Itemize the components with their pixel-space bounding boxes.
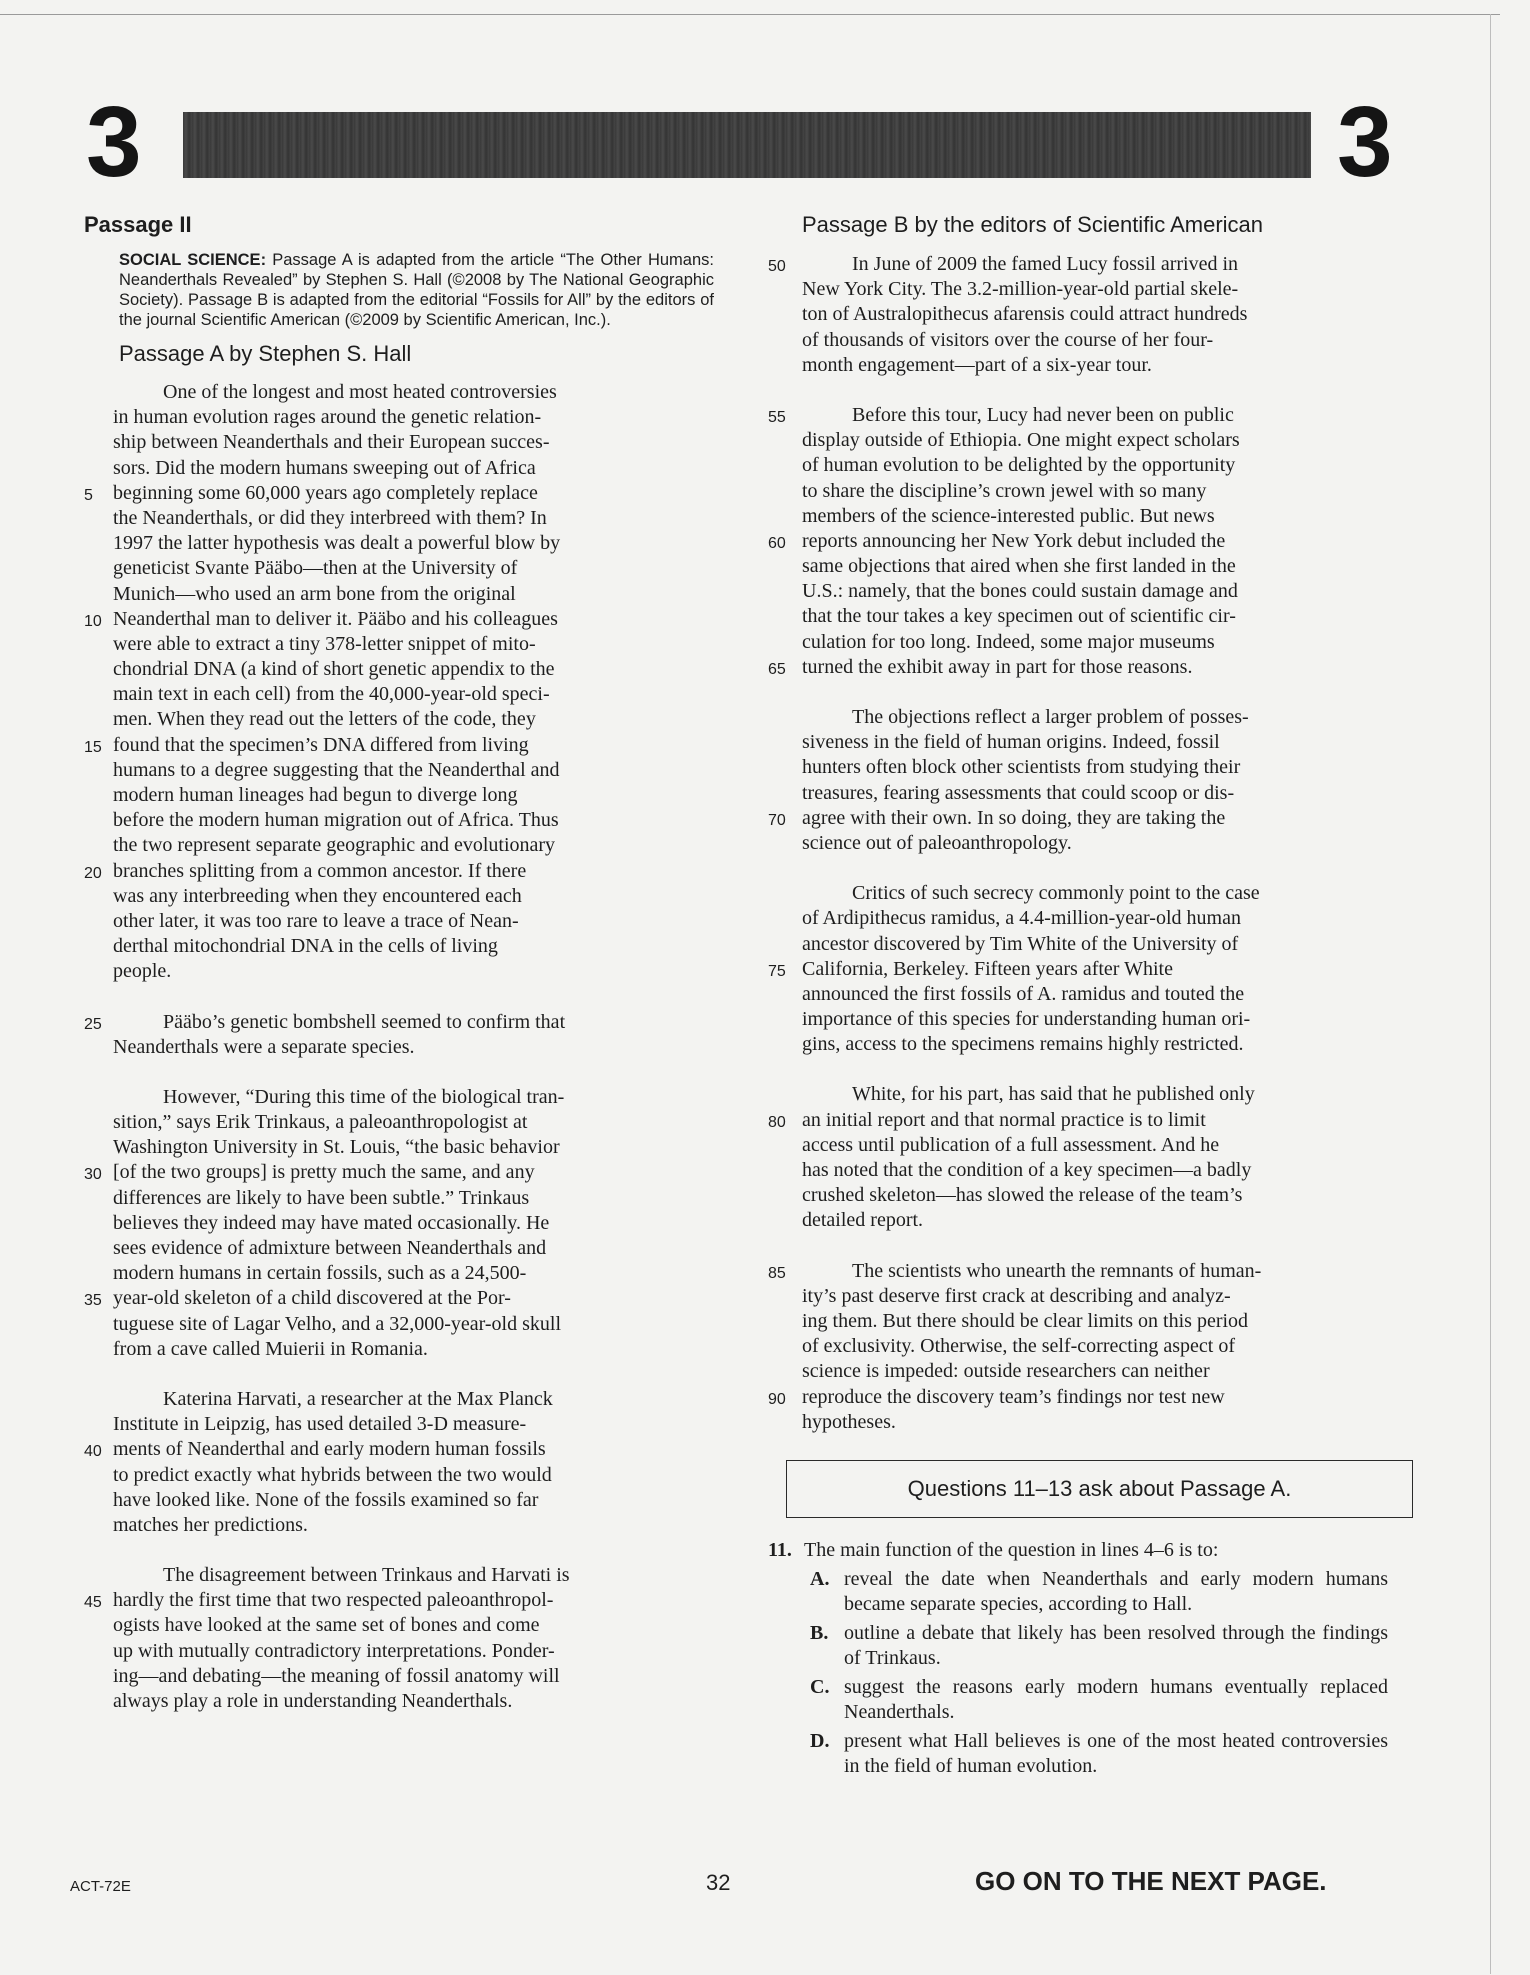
section-number-left: 3 [86, 86, 142, 198]
line-text: up with mutually contradictory interpretations. Ponder- [113, 1639, 555, 1662]
text-line [84, 1286, 714, 1311]
question-stem: The main function of the question in lines 4–6 is to: [804, 1538, 1219, 1561]
passage-intro [119, 250, 714, 330]
text-line [802, 277, 1388, 302]
line-text: members of the science-interested public. But news [802, 504, 1215, 527]
line-text: However, “During this time of the biological tran- [163, 1085, 565, 1108]
text-line [113, 1639, 714, 1664]
line-text: main text in each cell) from the 40,000-year-old speci- [113, 683, 550, 706]
choice-text: present what Hall believes is one of the most heated controversies in the field of human evolution. [844, 1729, 1388, 1777]
paragraph [768, 1259, 1388, 1435]
text-line [113, 959, 714, 984]
text-line [802, 730, 1388, 755]
line-text: reproduce the discovery team’s findings nor test new [802, 1385, 1225, 1408]
line-number: 70 [768, 811, 786, 829]
text-line [768, 1259, 1388, 1284]
text-line [802, 428, 1388, 453]
line-text: detailed report. [802, 1209, 924, 1232]
line-text: Neanderthals were a separate species. [113, 1035, 415, 1058]
text-line [768, 957, 1388, 982]
text-line [802, 328, 1388, 353]
text-line [113, 1261, 714, 1286]
answer-choice [810, 1675, 1388, 1725]
answer-choice [810, 1729, 1388, 1779]
text-line [802, 831, 1388, 856]
line-text: have looked like. None of the fossils examined so far [113, 1488, 539, 1511]
text-line [802, 479, 1388, 504]
line-text: same objections that aired when she first landed in the [802, 555, 1236, 578]
paragraph [768, 252, 1388, 378]
text-line [802, 982, 1388, 1007]
answer-choice [810, 1621, 1388, 1671]
text-line [802, 1284, 1388, 1309]
line-text: of human evolution to be delighted by the opportunity [802, 454, 1236, 477]
text-line [113, 1613, 714, 1638]
line-text: Before this tour, Lucy had never been on public [852, 403, 1234, 426]
line-text: New York City. The 3.2-million-year-old partial skele- [802, 278, 1239, 301]
line-text: importance of this species for understanding human ori- [802, 1008, 1251, 1031]
line-text: sition,” says Erik Trinkaus, a paleoanthropologist at [113, 1111, 528, 1134]
text-line [802, 1208, 1388, 1233]
line-text: matches her predictions. [113, 1513, 308, 1536]
choice-text: suggest the reasons early modern humans eventually replaced Neanderthals. [844, 1675, 1388, 1723]
right-rule [1490, 14, 1491, 1974]
text-line [113, 1689, 714, 1714]
line-text: was any interbreeding when they encountered each [113, 884, 522, 907]
line-text: sees evidence of admixture between Neanderthals and [113, 1237, 547, 1259]
intro-label: SOCIAL SCIENCE: [119, 251, 267, 269]
text-line [113, 430, 714, 455]
text-line [84, 1437, 714, 1462]
line-text: other later, it was too rare to leave a trace of Nean- [113, 909, 519, 932]
choice-text: outline a debate that likely has been resolved through the findings of Trinkaus. [844, 1621, 1388, 1669]
text-line [802, 1410, 1388, 1435]
line-text: announced the first fossils of A. ramidus and touted the [802, 982, 1245, 1005]
text-line [802, 504, 1388, 529]
line-text: of exclusivity. Otherwise, the self-correcting aspect of [802, 1335, 1235, 1358]
section-number-right: 3 [1337, 86, 1393, 198]
line-text: hardly the first time that two respected paleoanthropol- [113, 1589, 554, 1612]
line-text: The objections reflect a larger problem of posses- [852, 706, 1249, 728]
text-line [84, 859, 714, 884]
line-text: ity’s past deserve first crack at describing and analyz- [802, 1284, 1231, 1307]
questions-box: Questions 11–13 ask about Passage A. [786, 1460, 1413, 1518]
text-line [113, 456, 714, 481]
top-rule [0, 14, 1500, 15]
passage-label: Passage II [84, 212, 192, 237]
text-line [84, 1010, 714, 1035]
text-line [113, 1664, 714, 1689]
answer-choice [810, 1567, 1388, 1617]
text-line [768, 529, 1388, 554]
line-text: ogists have looked at the same set of bones and come [113, 1614, 540, 1637]
text-line [768, 1385, 1388, 1410]
line-text: The disagreement between Trinkaus and Harvati is [163, 1564, 570, 1587]
line-text: turned the exhibit away in part for those reasons. [802, 655, 1193, 678]
line-text: treasures, fearing assessments that could scoop or dis- [802, 781, 1235, 804]
line-text: differences are likely to have been subtle.” Trinkaus [113, 1186, 530, 1209]
answer-choices [768, 1567, 1388, 1779]
line-text: beginning some 60,000 years ago completely replace [113, 481, 538, 504]
line-text: ancestor discovered by Tim White of the University of [802, 932, 1239, 955]
choice-letter: C. [810, 1675, 830, 1698]
text-line [113, 1563, 714, 1588]
text-line [802, 1334, 1388, 1359]
text-line [802, 1133, 1388, 1158]
line-number: 20 [84, 864, 102, 882]
text-line [802, 1309, 1388, 1334]
line-number: 55 [768, 408, 786, 426]
choice-text: reveal the date when Neanderthals and early modern humans became separate species, according to Hall. [844, 1567, 1388, 1615]
line-text: science is impeded: outside researchers can neither [802, 1360, 1210, 1383]
line-text: culation for too long. Indeed, some major museums [802, 630, 1215, 653]
line-number: 85 [768, 1264, 786, 1282]
text-line [113, 884, 714, 909]
text-line [113, 1135, 714, 1160]
line-text: branches splitting from a common ancestor. If there [113, 859, 527, 882]
line-text: humans to a degree suggesting that the Neanderthal and [113, 758, 560, 781]
text-line [113, 1085, 714, 1110]
line-number: 10 [84, 612, 102, 630]
text-line [113, 1337, 714, 1362]
line-text: geneticist Svante Pääbo—then at the University of [113, 557, 518, 580]
line-number: 40 [84, 1443, 102, 1461]
line-text: Katerina Harvati, a researcher at the Max Planck [163, 1387, 553, 1410]
text-line [113, 707, 714, 732]
line-text: year-old skeleton of a child discovered at the Por- [113, 1287, 511, 1310]
text-line [802, 755, 1388, 780]
line-text: [of the two groups] is pretty much the same, and any [113, 1161, 535, 1184]
text-line [802, 705, 1388, 730]
text-line [802, 932, 1388, 957]
line-text: an initial report and that normal practice is to limit [802, 1108, 1206, 1131]
text-line [802, 1007, 1388, 1032]
text-line [113, 556, 714, 581]
text-line [802, 781, 1388, 806]
line-text: hunters often block other scientists from studying their [802, 756, 1241, 779]
text-line [113, 909, 714, 934]
paragraph [768, 705, 1388, 856]
line-text: Neanderthal man to deliver it. Pääbo and his colleagues [113, 607, 558, 630]
line-text: modern human lineages had begun to diverge long [113, 784, 518, 806]
line-text: ton of Australopithecus afarensis could attract hundreds [802, 303, 1248, 326]
text-line [84, 1160, 714, 1185]
line-number: 35 [84, 1292, 102, 1310]
text-line [84, 481, 714, 506]
line-text: access until publication of a full assessment. And he [802, 1133, 1220, 1156]
text-line [84, 733, 714, 758]
line-number: 65 [768, 660, 786, 678]
line-text: Institute in Leipzig, has used detailed 3-D measure- [113, 1413, 527, 1436]
line-text: agree with their own. In so doing, they are taking the [802, 806, 1226, 829]
line-text: crushed skeleton—has slowed the release of the team’s [802, 1184, 1243, 1207]
text-line [802, 1359, 1388, 1384]
text-line [802, 881, 1388, 906]
text-line [113, 1312, 714, 1337]
text-line [802, 630, 1388, 655]
passage-a-body [84, 380, 714, 1714]
section-bar [183, 112, 1311, 178]
line-text: One of the longest and most heated controversies [163, 381, 557, 403]
right-column [768, 210, 1388, 1779]
line-text: In June of 2009 the famed Lucy fossil arrived in [852, 253, 1239, 275]
text-line [113, 833, 714, 858]
line-number: 25 [84, 1015, 102, 1033]
line-number: 50 [768, 258, 786, 275]
line-text: modern humans in certain fossils, such as a 24,500- [113, 1262, 527, 1285]
line-text: 1997 the latter hypothesis was dealt a powerful blow by [113, 532, 561, 555]
line-number: 80 [768, 1113, 786, 1131]
text-line [802, 1032, 1388, 1057]
text-line [113, 808, 714, 833]
text-line [113, 1236, 714, 1261]
text-line [768, 655, 1388, 680]
text-line [802, 579, 1388, 604]
paragraph [768, 881, 1388, 1057]
text-line [113, 1387, 714, 1412]
passage-b-body [768, 252, 1388, 1435]
line-text: White, for his part, has said that he published only [852, 1083, 1255, 1106]
line-number: 45 [84, 1594, 102, 1612]
line-text: month engagement—part of a six-year tour. [802, 353, 1152, 376]
text-line [768, 403, 1388, 428]
text-line [802, 906, 1388, 931]
line-text: ing—and debating—the meaning of fossil anatomy will [113, 1664, 560, 1687]
text-line [113, 758, 714, 783]
paragraph [768, 403, 1388, 680]
paragraph [768, 1082, 1388, 1233]
line-text: people. [113, 960, 172, 983]
paragraph [84, 1085, 714, 1362]
line-text: to predict exactly what hybrids between the two would [113, 1463, 552, 1486]
line-number: 90 [768, 1390, 786, 1408]
text-line [768, 806, 1388, 831]
text-line [802, 1158, 1388, 1183]
paragraph [84, 380, 714, 985]
line-text: of thousands of visitors over the course of her four- [802, 328, 1214, 351]
text-line [113, 506, 714, 531]
line-number: 75 [768, 962, 786, 980]
text-line [768, 1108, 1388, 1133]
paragraph [84, 1563, 714, 1714]
line-text: Critics of such secrecy commonly point to the case [852, 882, 1260, 905]
choice-letter: A. [810, 1567, 830, 1590]
line-text: to share the discipline’s crown jewel with so many [802, 479, 1207, 502]
line-text: California, Berkeley. Fifteen years after White [802, 957, 1173, 980]
line-text: hypotheses. [802, 1410, 896, 1433]
line-text: from a cave called Muierii in Romania. [113, 1337, 428, 1360]
text-line [113, 1211, 714, 1236]
text-line [802, 302, 1388, 327]
line-text: tuguese site of Lagar Velho, and a 32,000-year-old skull [113, 1312, 561, 1335]
choice-letter: D. [810, 1729, 830, 1752]
text-line [802, 604, 1388, 629]
line-text: U.S.: namely, that the bones could sustain damage and [802, 580, 1238, 603]
line-text: has noted that the condition of a key specimen—a badly [802, 1159, 1252, 1181]
text-line [113, 682, 714, 707]
line-text: were able to extract a tiny 378-letter snippet of mito- [113, 632, 536, 655]
text-line [84, 1588, 714, 1613]
line-text: The scientists who unearth the remnants of human- [852, 1259, 1262, 1282]
text-line [113, 934, 714, 959]
page-number: 32 [706, 1870, 731, 1895]
line-number: 60 [768, 534, 786, 552]
line-text: sors. Did the modern humans sweeping out of Africa [113, 456, 536, 479]
line-text: chondrial DNA (a kind of short genetic appendix to the [113, 658, 555, 681]
line-text: before the modern human migration out of Africa. Thus [113, 809, 559, 832]
line-text: men. When they read out the letters of the code, they [113, 708, 536, 731]
text-line [113, 582, 714, 607]
go-on-notice: GO ON TO THE NEXT PAGE. [975, 1866, 1327, 1896]
text-line [113, 632, 714, 657]
paragraph [84, 1010, 714, 1060]
line-text: the two represent separate geographic and evolutionary [113, 834, 556, 857]
text-line [802, 453, 1388, 478]
text-line [113, 1035, 714, 1060]
line-text: Pääbo’s genetic bombshell seemed to confirm that [163, 1010, 566, 1033]
passage-b-heading: Passage B by the editors of Scientific American [802, 212, 1264, 237]
line-number: 15 [84, 738, 102, 756]
line-text: Washington University in St. Louis, “the basic behavior [113, 1136, 560, 1159]
form-code: ACT-72E [70, 1878, 131, 1895]
text-line [113, 380, 714, 405]
line-text: ship between Neanderthals and their European succes- [113, 431, 550, 454]
text-line [113, 1463, 714, 1488]
text-line [84, 607, 714, 632]
line-text: found that the specimen’s DNA differed from living [113, 733, 529, 756]
text-line [113, 405, 714, 430]
line-text: siveness in the field of human origins. Indeed, fossil [802, 731, 1220, 754]
line-text: of Ardipithecus ramidus, a 4.4-million-year-old human [802, 907, 1241, 930]
line-text: reports announcing her New York debut included the [802, 529, 1226, 552]
line-text: gins, access to the specimens remains highly restricted. [802, 1033, 1244, 1056]
line-text: in human evolution rages around the genetic relation- [113, 406, 542, 429]
text-line [113, 1513, 714, 1538]
line-text: derthal mitochondrial DNA in the cells of living [113, 935, 498, 958]
line-text: always play a role in understanding Neanderthals. [113, 1690, 513, 1712]
line-text: ing them. But there should be clear limits on this period [802, 1309, 1249, 1332]
left-column [84, 210, 714, 1739]
paragraph [84, 1387, 714, 1538]
text-line [802, 1183, 1388, 1208]
line-text: display outside of Ethiopia. One might expect scholars [802, 429, 1240, 452]
line-number: 30 [84, 1166, 102, 1184]
text-line [113, 783, 714, 808]
text-line [802, 353, 1388, 378]
text-line [113, 531, 714, 556]
text-line [768, 252, 1388, 277]
line-text: the Neanderthals, or did they interbreed with them? In [113, 506, 547, 529]
question-11 [768, 1538, 1388, 1779]
line-number: 5 [84, 486, 93, 504]
text-line [802, 1082, 1388, 1107]
intro-text: Passage A is adapted from the article “The Other Humans: Neanderthals Revealed” by Stephen S. Hall (©2008 by The National Geographic Society). Passage B is adapted from the editorial “Fossils for All” by the editors of the journal Scientific American (©2009 by Scientific American, Inc.). [119, 251, 714, 329]
line-text: Munich—who used an arm bone from the original [113, 582, 516, 605]
text-line [113, 1110, 714, 1135]
line-text: science out of paleoanthropology. [802, 831, 1072, 854]
text-line [802, 554, 1388, 579]
choice-letter: B. [810, 1621, 829, 1644]
line-text: ments of Neanderthal and early modern human fossils [113, 1438, 546, 1461]
text-line [113, 1186, 714, 1211]
text-line [113, 1412, 714, 1437]
line-text: believes they indeed may have mated occasionally. He [113, 1211, 550, 1234]
text-line [113, 1488, 714, 1513]
line-text: that the tour takes a key specimen out of scientific cir- [802, 605, 1236, 628]
text-line [113, 657, 714, 682]
passage-a-heading: Passage A by Stephen S. Hall [119, 341, 412, 366]
question-number: 11. [768, 1538, 792, 1561]
